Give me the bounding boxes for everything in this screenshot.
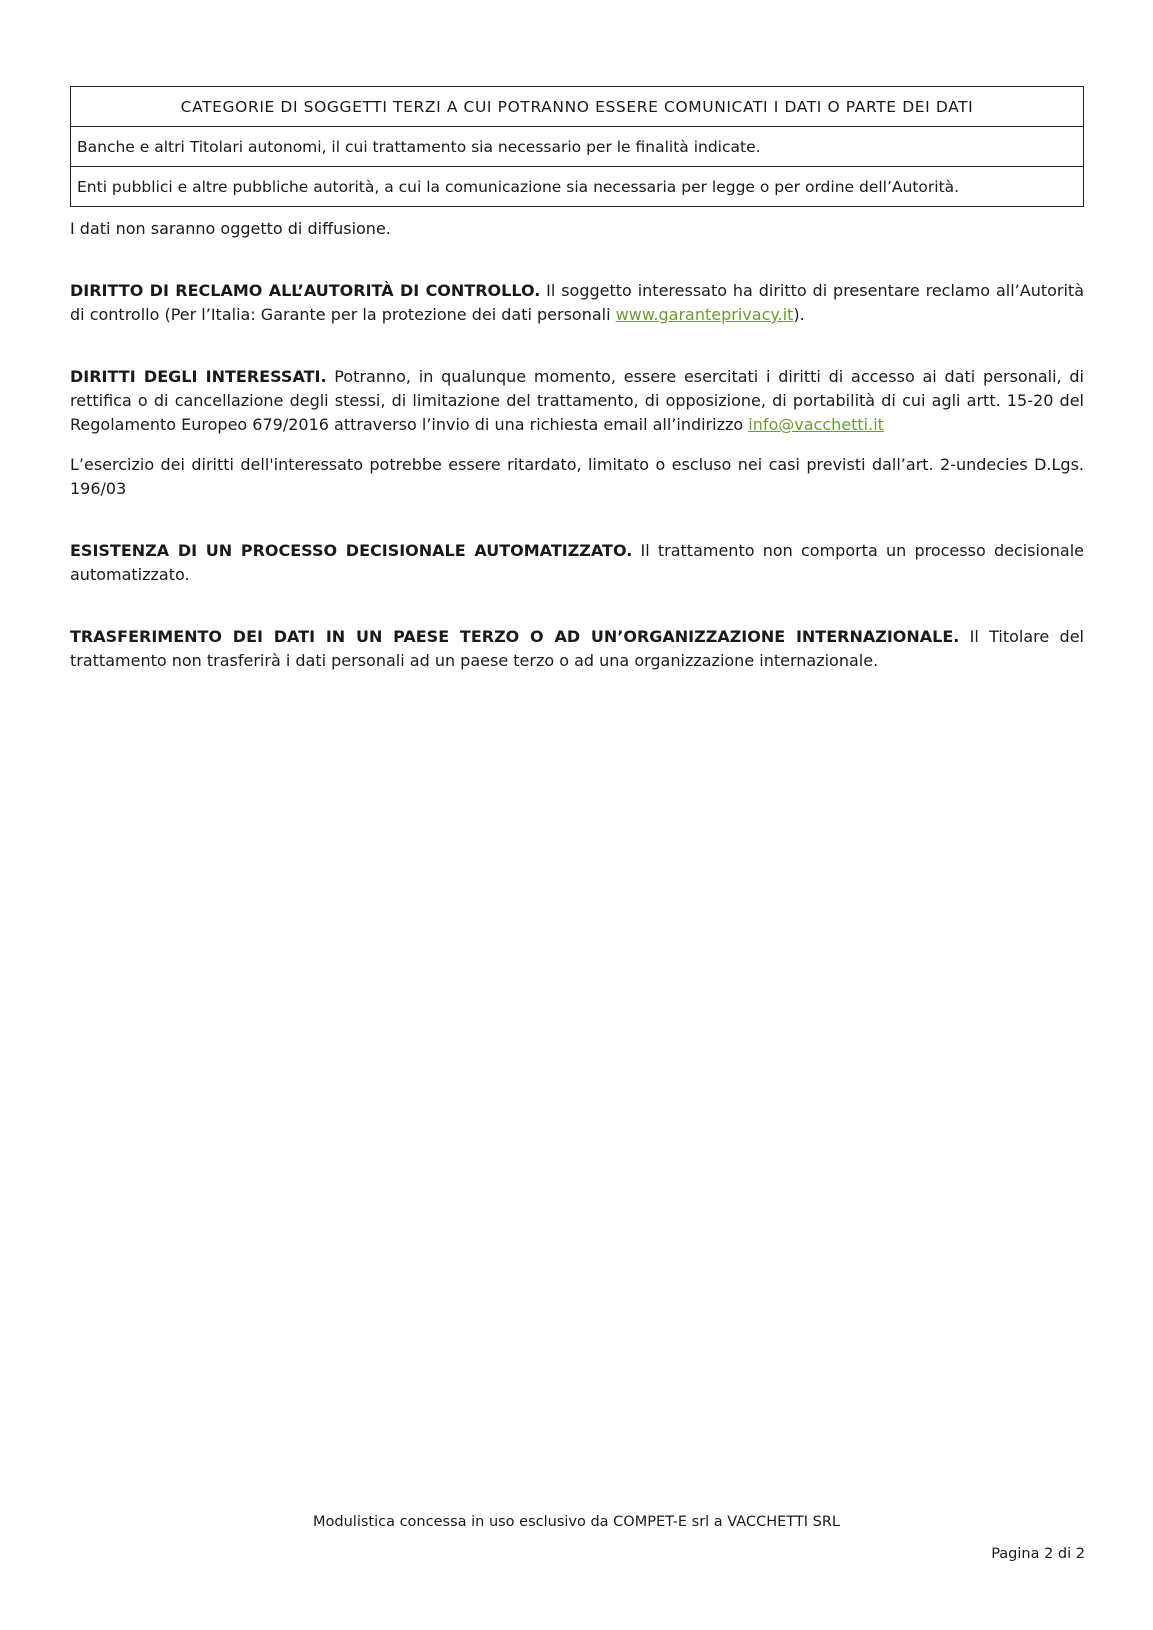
trasferimento-heading: TRASFERIMENTO DEI DATI IN UN PAESE TERZO O AD UN’ORGANIZZAZIONE INTERNAZIONALE. [70,627,960,646]
garante-privacy-link[interactable]: www.garanteprivacy.it [615,305,794,324]
table-header-cell: CATEGORIE DI SOGGETTI TERZI A CUI POTRANNO ESSERE COMUNICATI I DATI O PARTE DEI DATI [71,87,1084,127]
esercizio-paragraph: L’esercizio dei diritti dell'interessato potrebbe essere ritardato, limitato o escluso nei casi previsti dall’art. 2-undecies D.Lgs. 196/03 [70,455,1084,498]
page-footer: Modulistica concessa in uso esclusivo da COMPET-E srl a VACCHETTI SRL [313,1514,840,1530]
reclamo-heading: DIRITTO DI RECLAMO ALL’AUTORITÀ DI CONTROLLO. [70,281,541,300]
reclamo-text: Il soggetto interessato ha diritto di presentare reclamo all’Autorità di controllo (Per l’Italia: Garante per la protezione dei dati personali [70,281,1085,324]
diritti-heading: DIRITTI DEGLI INTERESSATI. [70,367,327,386]
document-body [70,86,1084,673]
decisionale-text: Il trattamento non comporta un processo decisionale automatizzato. [70,541,1084,584]
reclamo-paragraph [70,279,1084,327]
decisionale-paragraph [70,539,1084,587]
diritti-text: Potranno, in qualunque momento, essere esercitati i diritti di accesso ai dati personali, di rettifica o di cancellazione degli stessi, di limitazione del trattamento, di opposizione, di portabilità di cui agli artt. 15-20 del Regolamento Europeo 679/2016 attraverso l’invio di una richiesta email all’indirizzo [70,367,1084,434]
table-row [71,127,1084,167]
page-number: Pagina 2 di 2 [991,1546,1085,1562]
table-cell-banche: Banche e altri Titolari autonomi, il cui trattamento sia necessario per le finalità indicate. [71,127,1084,167]
diritti-paragraph [70,365,1084,437]
decisionale-heading: ESISTENZA DI UN PROCESSO DECISIONALE AUTOMATIZZATO. [70,541,633,560]
table-cell-enti-pubblici: Enti pubblici e altre pubbliche autorità, a cui la comunicazione sia necessaria per legge o per ordine dell’Autorità. [71,167,1084,207]
diffusione-paragraph: I dati non saranno oggetto di diffusione. [70,219,391,238]
reclamo-end: ). [793,305,805,324]
trasferimento-text: Il Titolare del trattamento non trasferirà i dati personali ad un paese terzo o ad una organizzazione internazionale. [70,627,1084,670]
trasferimento-paragraph [70,625,1084,673]
email-link[interactable]: info@vacchetti.it [748,415,884,434]
third-party-categories-table [70,86,1084,207]
table-row [71,167,1084,207]
table-header-row [71,87,1084,127]
